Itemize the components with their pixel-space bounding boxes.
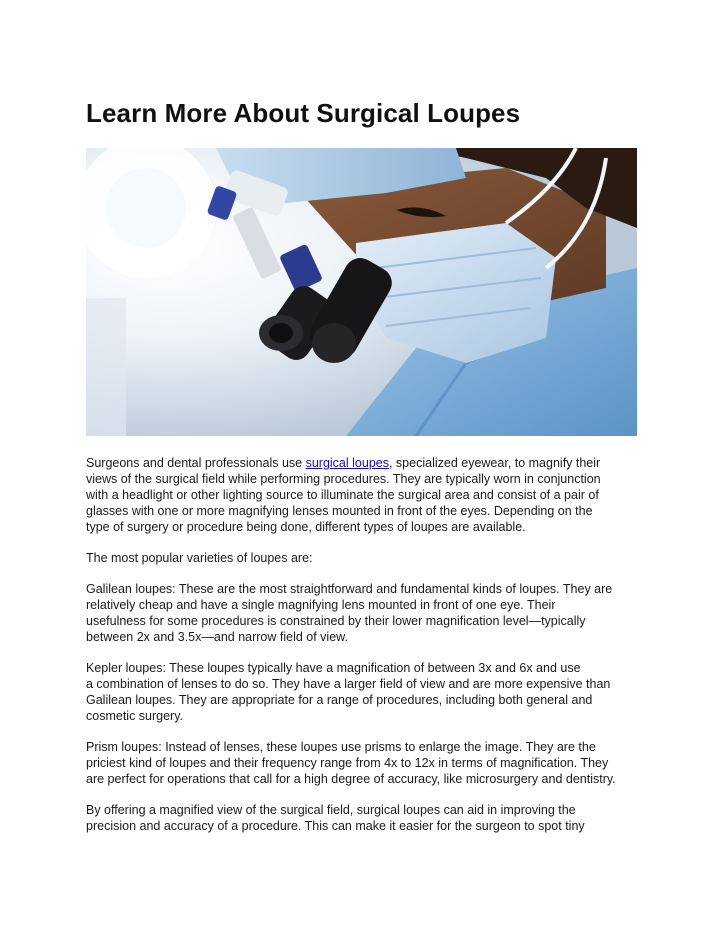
page-title: Learn More About Surgical Loupes: [86, 98, 521, 128]
paragraph-benefits: [86, 802, 642, 834]
paragraph-line: The most popular varieties of loupes are:: [86, 551, 313, 565]
paragraph-varieties-intro: [86, 550, 642, 566]
paragraph-line: Galilean loupes. They are appropriate for a range of procedures, including both general and: [86, 693, 593, 707]
intro-text-after-link: , specialized eyewear, to magnify their: [388, 456, 601, 470]
intro-text-before-link: Surgeons and dental professionals use: [86, 456, 306, 470]
paragraph-kepler: [86, 660, 642, 724]
paragraph-prism: [86, 739, 642, 787]
paragraph-line: usefulness for some procedures is constrained by their lower magnification level—typically: [86, 614, 586, 628]
intro-first-line: [86, 455, 642, 471]
paragraph-line: with a headlight or other lighting source to illuminate the surgical area and consist of a pair of: [86, 488, 599, 502]
paragraph-line: are perfect for operations that call for a high degree of accuracy, like microsurgery and dentistry.: [86, 772, 616, 786]
paragraph-line: Galilean loupes: These are the most straightforward and fundamental kinds of loupes. They are: [86, 582, 613, 596]
paragraph-galilean: [86, 581, 642, 645]
paragraph-line: relatively cheap and have a single magnifying lens mounted in front of one eye. Their: [86, 598, 556, 612]
paragraph-line: precision and accuracy of a procedure. This can make it easier for the surgeon to spot tiny: [86, 819, 585, 833]
surgeon-photo: [86, 148, 637, 436]
paragraph-line: between 2x and 3.5x—and narrow field of view.: [86, 630, 348, 644]
paragraph-line: By offering a magnified view of the surgical field, surgical loupes can aid in improving the: [86, 803, 576, 817]
paragraph-line: a combination of lenses to do so. They have a larger field of view and are more expensive than: [86, 677, 611, 691]
paragraph-line: type of surgery or procedure being done, different types of loupes are available.: [86, 520, 526, 534]
paragraph-line: glasses with one or more magnifying lenses mounted in front of the eyes. Depending on the: [86, 504, 593, 518]
paragraph-line: priciest kind of loupes and their frequency range from 4x to 12x in terms of magnification. They: [86, 756, 609, 770]
paragraph-line: views of the surgical field while performing procedures. They are typically worn in conjunction: [86, 472, 601, 486]
paragraph-intro: [86, 455, 642, 535]
article-body: [86, 455, 642, 849]
surgical-loupes-link[interactable]: surgical loupes: [305, 456, 389, 470]
paragraph-line: cosmetic surgery.: [86, 709, 184, 723]
paragraph-line: Prism loupes: Instead of lenses, these loupes use prisms to enlarge the image. They are the: [86, 740, 596, 754]
paragraph-line: Kepler loupes: These loupes typically have a magnification of between 3x and 6x and use: [86, 661, 581, 675]
